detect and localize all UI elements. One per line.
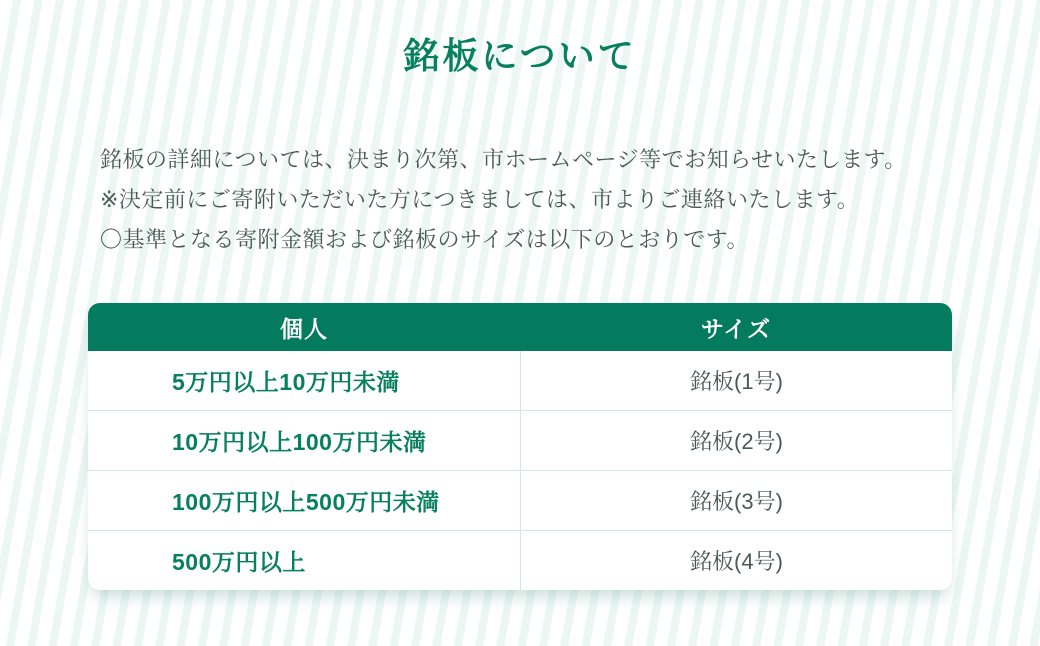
- table-row: [88, 410, 952, 470]
- nameplate-size-cell: 銘板(2号): [520, 411, 952, 470]
- table-header-size: サイズ: [700, 315, 772, 342]
- donation-amount-cell: 5万円以上10万円未満: [172, 369, 400, 395]
- table-header-individual: 個人: [280, 315, 328, 342]
- intro-line-criteria: 〇基準となる寄附金額および銘板のサイズは以下のとおりです。: [100, 227, 749, 252]
- table-row: [88, 470, 952, 530]
- table-row: [88, 530, 952, 590]
- nameplate-size-cell: 銘板(1号): [520, 351, 952, 410]
- donation-amount-cell: 500万円以上: [172, 549, 306, 575]
- intro-line-details: 銘板の詳細については、決まり次第、市ホームページ等でお知らせいたします。: [100, 147, 907, 172]
- intro-line-notice: ※決定前にご寄附いただいた方につきましては、市よりご連絡いたします。: [100, 187, 860, 212]
- nameplate-size-table: [88, 303, 952, 590]
- nameplate-size-cell: 銘板(3号): [520, 471, 952, 530]
- donation-amount-cell: 10万円以上100万円未満: [172, 429, 427, 455]
- table-body: [88, 351, 952, 590]
- table-header-row: [88, 303, 952, 351]
- intro-paragraph: [100, 140, 980, 260]
- donation-amount-cell: 100万円以上500万円未満: [172, 489, 440, 515]
- table-row: [88, 351, 952, 410]
- page-title: 銘板について: [403, 35, 637, 76]
- nameplate-size-cell: 銘板(4号): [520, 531, 952, 590]
